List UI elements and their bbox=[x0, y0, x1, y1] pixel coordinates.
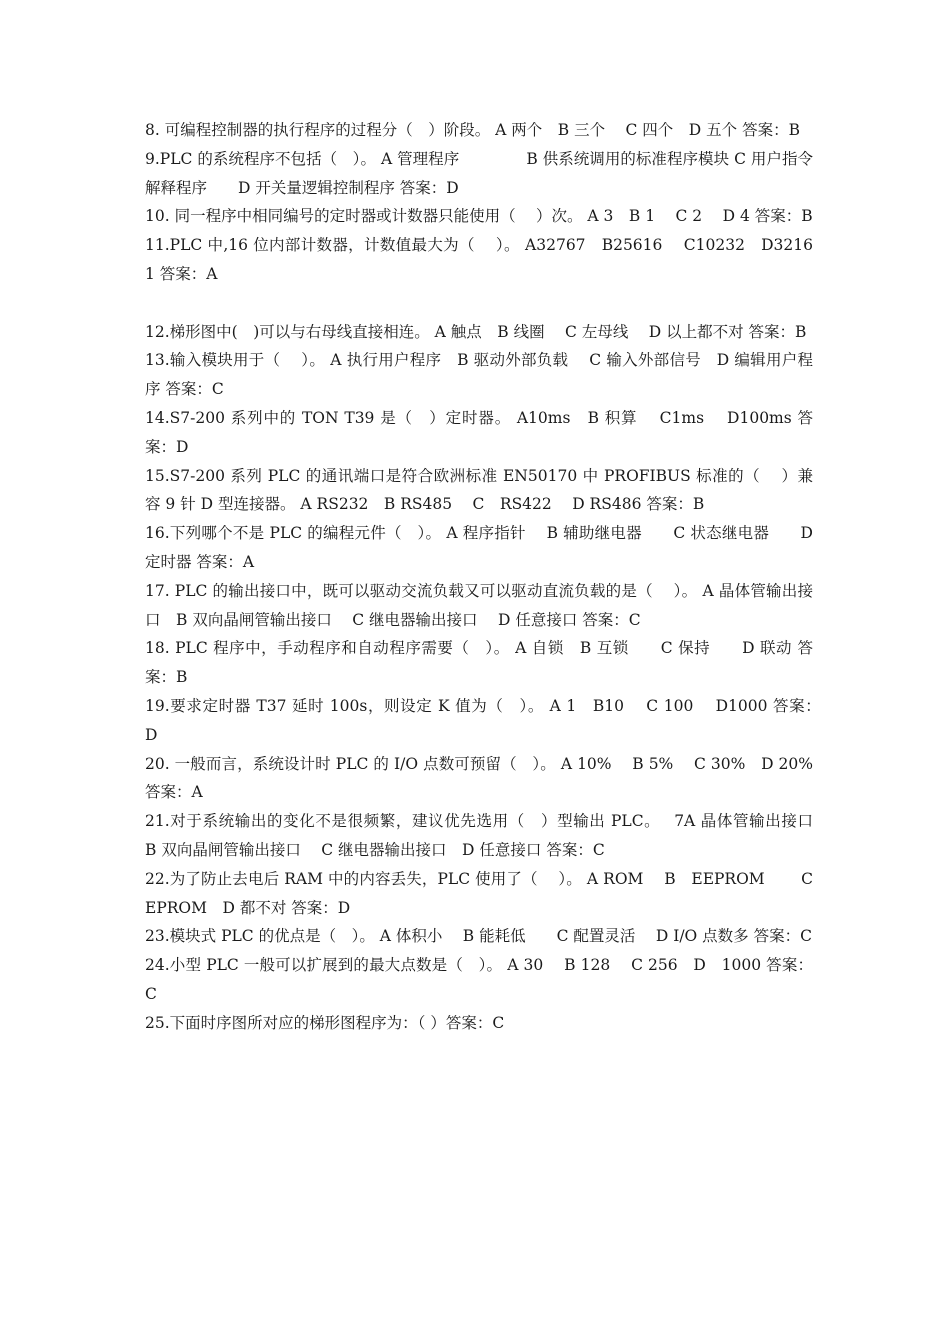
question-25: 25.下面时序图所对应的梯形图程序为：（ ）答案：C bbox=[145, 1013, 505, 1032]
question-23: 23.模块式 PLC 的优点是（ ）。 A 体积小 B 能耗低 C 配置灵活 D I/O 点数多 答案：C bbox=[145, 927, 812, 946]
question-11: 11.PLC 中,16 位内部计数器，计数值最大为（ ）。 A32767 B25616 C10232 D32161 答案：A bbox=[145, 236, 813, 283]
question-22: 22.为了防止去电后 RAM 中的内容丢失，PLC 使用了（ ）。 A ROM B EEPROM C EPROM D 都不对 答案：D bbox=[145, 869, 813, 917]
question-20: 20. 一般而言，系统设计时 PLC 的 I/O 点数可预留（ ）。 A 10% B 5% C 30% D 20%答案：A bbox=[145, 754, 813, 802]
question-14: 14.S7-200 系列中的 TON T39 是（ ）定时器。 A10ms B 积算 C1ms D100ms 答案：D bbox=[145, 408, 813, 456]
question-19: 19.要求定时器 T37 延时 100s，则设定 K 值为（ ）。 A 1 B10 C 100 D1000 答案： D bbox=[145, 696, 829, 744]
question-17: 17. PLC 的输出接口中，既可以驱动交流负载又可以驱动直流负载的是（ ）。 A 晶体管输出接口 B 双向晶闸管输出接口 C 继电器输出接口 D 任意接口 答案：C bbox=[145, 581, 813, 629]
question-list bbox=[145, 116, 829, 1038]
question-21: 21.对于系统输出的变化不是很频繁，建议优先选用（ ）型输出 PLC。 7A 晶体管输出接口 B 双向晶闸管输出接口 C 继电器输出接口 D 任意接口 答案：C bbox=[145, 812, 829, 859]
question-16: 16.下列哪个不是 PLC 的编程元件（ ）。 A 程序指针 B 辅助继电器 C 状态继电器 D 定时器 答案：A bbox=[145, 524, 813, 571]
paragraph-gap bbox=[145, 289, 813, 318]
question-15: 15.S7-200 系列 PLC 的通讯端口是符合欧洲标准 EN50170 中 PROFIBUS 标准的（ ）兼容 9 针 D 型连接器。 A RS232 B RS485 C RS422 D RS486 答案：B bbox=[145, 466, 813, 514]
question-10: 10. 同一程序中相同编号的定时器或计数器只能使用（ ）次。 A 3 B 1 C 2 D 4 答案：B bbox=[145, 207, 813, 226]
question-13: 13.输入模块用于（ ）。 A 执行用户程序 B 驱动外部负载 C 输入外部信号 D 编辑用户程序 答案：C bbox=[145, 351, 813, 399]
question-9: 9.PLC 的系统程序不包括（ ）。 A 管理程序 B 供系统调用的标准程序模块 C 用户指令解释程序 D 开关量逻辑控制程序 答案：D bbox=[145, 149, 813, 197]
question-24: 24.小型 PLC 一般可以扩展到的最大点数是（ ）。 A 30 B 128 C 256 D 1000 答案：C bbox=[145, 956, 813, 1003]
question-8: 8. 可编程控制器的执行程序的过程分（ ）阶段。 A 两个 B 三个 C 四个 D 五个 答案：B bbox=[145, 121, 800, 139]
question-18: 18. PLC 程序中，手动程序和自动程序需要（ ）。 A 自锁 B 互锁 C 保持 D 联动 答案：B bbox=[145, 639, 813, 687]
question-12: 12.梯形图中( )可以与右母线直接相连。 A 触点 B 线圈 C 左母线 D 以上都不对 答案：B bbox=[145, 322, 807, 341]
